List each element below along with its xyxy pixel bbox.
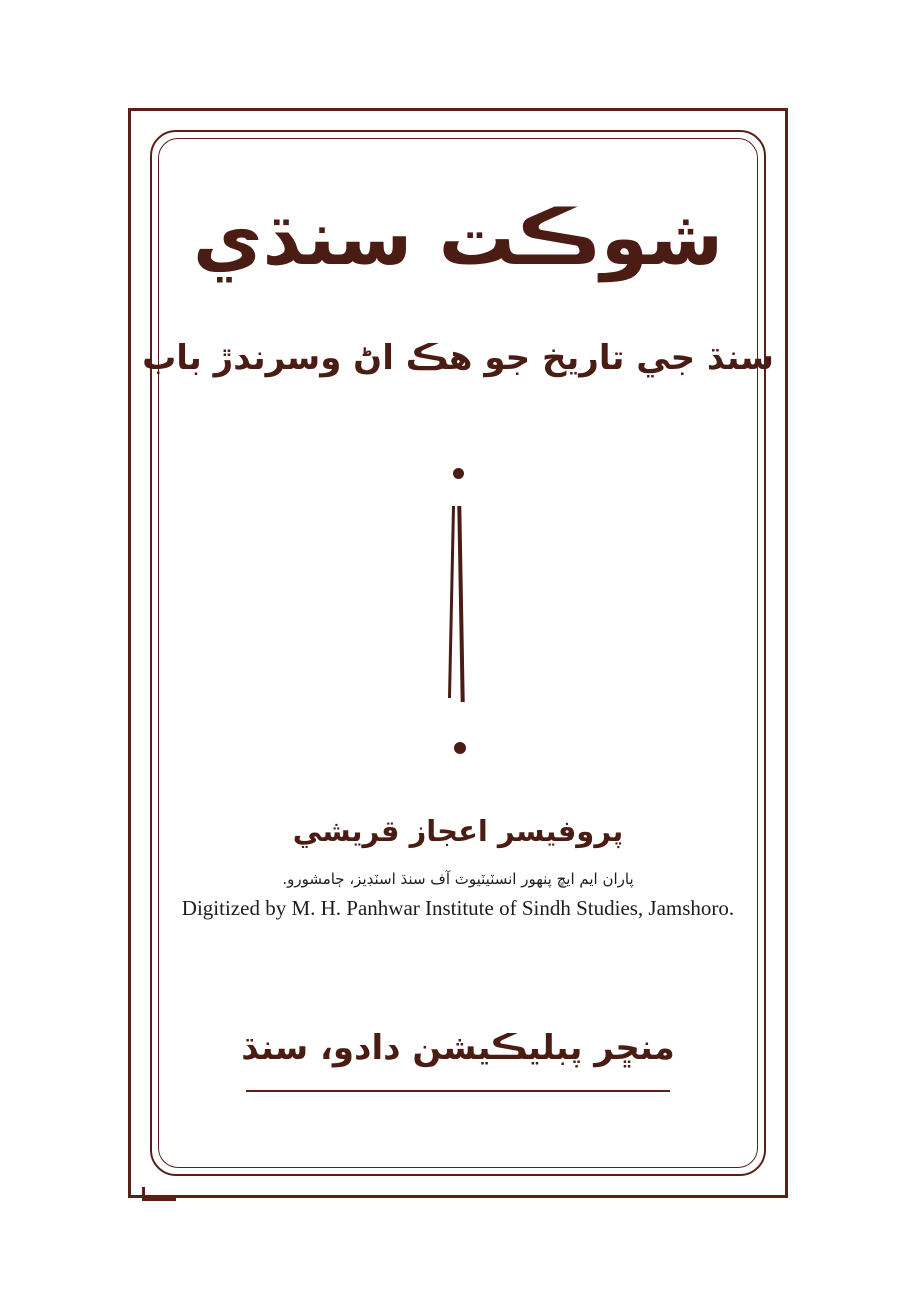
ornament-stroke-right bbox=[457, 506, 464, 702]
book-title: شوڪت سنڌي bbox=[192, 193, 724, 282]
author-name: پروفيسر اعجاز قريشي bbox=[292, 814, 624, 848]
book-subtitle: سنڌ جي تاريخ جو هڪ اڻ وسرندڙ باب bbox=[142, 338, 774, 378]
digitizer-credit-sindhi: پاران ايم ايڇ پنهور انسٽيٽيوٽ آف سنڌ اسٽڊيز، ڄامشورو. bbox=[282, 870, 634, 888]
exclamation-mark-ornament-icon bbox=[128, 460, 788, 760]
digitizer-credit-english: Digitized by M. H. Panhwar Institute of Sindh Studies, Jamshoro. bbox=[181, 896, 735, 920]
publisher-name: منڇر پبليڪيشن دادو، سنڌ bbox=[241, 1028, 675, 1068]
ornament-dot-bottom bbox=[454, 742, 466, 754]
cover-content bbox=[128, 108, 788, 1198]
ornament-dot-top bbox=[453, 468, 464, 479]
ornament-stroke-left bbox=[448, 506, 455, 698]
book-cover bbox=[128, 108, 788, 1198]
publisher-underline bbox=[246, 1090, 670, 1092]
